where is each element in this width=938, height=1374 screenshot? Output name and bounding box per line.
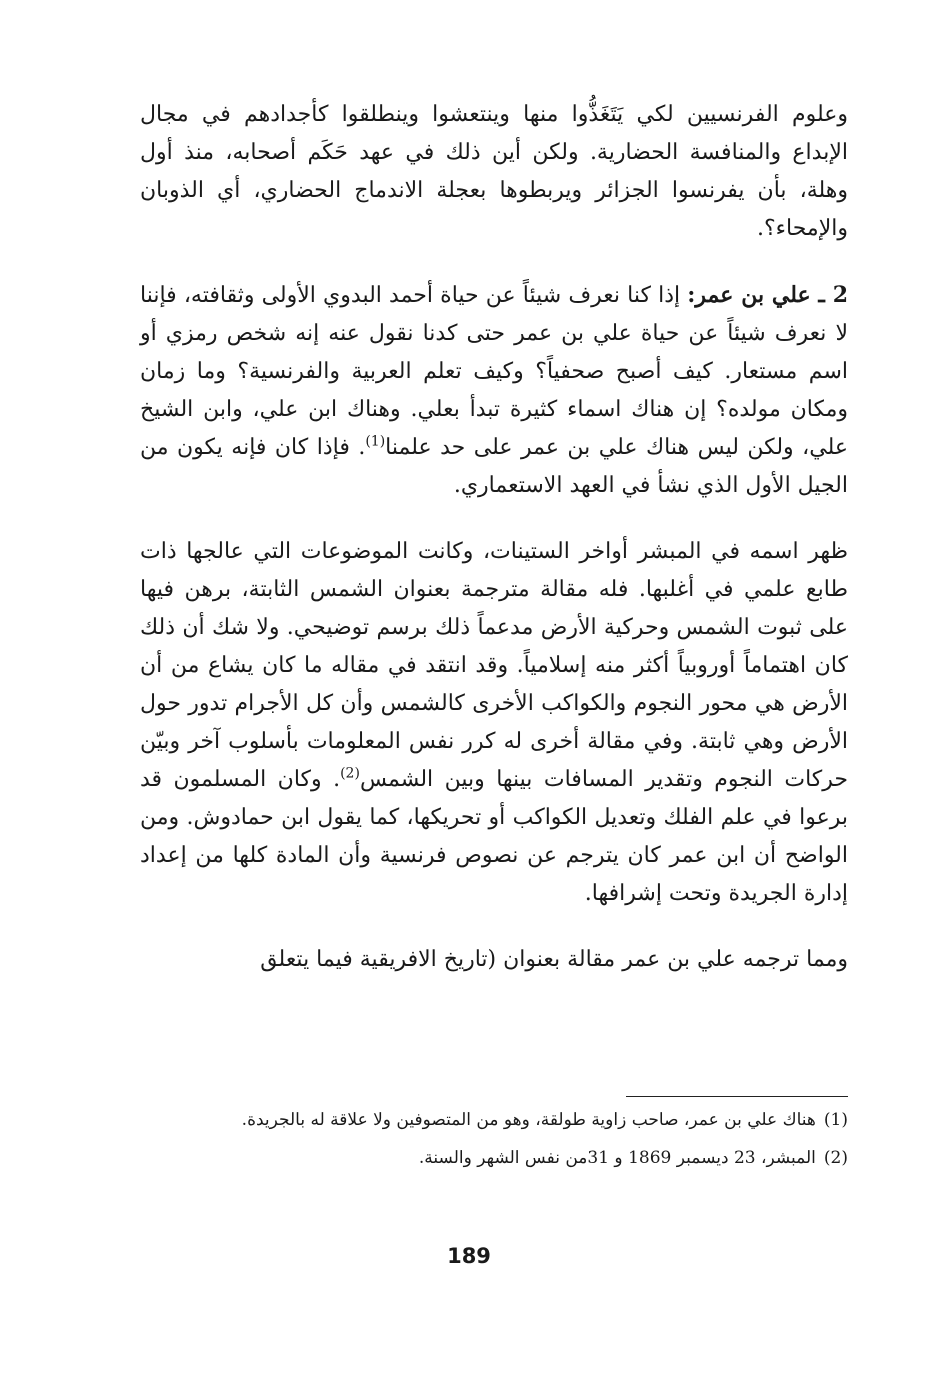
footnote-2 xyxy=(140,1142,848,1174)
footnote-text: هناك علي بن عمر، صاحب زاوية طولقة، وهو من المتصوفين ولا علاقة له بالجريدة. xyxy=(241,1110,816,1130)
section-heading: 2 ـ علي بن عمر: xyxy=(687,282,848,308)
footnote-divider xyxy=(626,1096,848,1097)
footnote-ref-1: (1) xyxy=(365,433,386,450)
footnote-ref-2: (2) xyxy=(340,765,360,782)
footnote-text: المبشر، 23 ديسمبر 1869 و 31من نفس الشهر والسنة. xyxy=(418,1148,816,1168)
paragraph-3-tail: . وكان المسلمون قد برعوا في علم الفلك وتعديل الكواكب أو تحريكها، كما يقول ابن حمادوش. ومن الواضح أن ابن عمر كان يترجم عن نصوص فرنسية وأن المادة كلها من إعداد إدارة الجريدة وتحت إشرافها. xyxy=(140,767,849,906)
paragraph-2-tail: . فإذا كان فإنه يكون من الجيل الأول الذي نشأ في العهد الاستعماري. xyxy=(140,435,848,498)
paragraph-1: وعلوم الفرنسيين لكي يَتَغَذُّوا منها وينتعشوا وينطلقوا كأجدادهم في مجال الإبداع والمنافسة الحضارية. ولكن أين ذلك في عهد حَكَم أصحابه، منذ أول وهلة، بأن يفرنسوا الجزائر ويربطوها بعجلة الاندماج الحضاري، أي الذوبان والإمحاء؟. xyxy=(140,102,848,241)
paragraph-3 xyxy=(140,533,848,913)
footnote-number: (2) xyxy=(823,1148,848,1168)
paragraph-2 xyxy=(140,276,848,505)
paragraph-3-text: ظهر اسمه في المبشر أواخر الستينات، وكانت الموضوعات التي عالجها ذات طابع علمي في أغلبها. فله مقالة مترجمة بعنوان الشمس الثابتة، برهن فيها على ثبوت الشمس وحركية الأرض مدعماً ذلك برسم توضيحي. ولا شك أن ذلك كان اهتماماً أوروبياً أكثر منه إسلامياً. وقد انتقد في مقاله ما كان يشاع من أن الأرض هي محور النجوم والكواكب الأخرى كالشمس وأن كل الأجرام تدور حول الأرض وهي ثابتة. وفي مقالة أخرى له كرر نفس المعلومات بأسلوب آخر وبيّن حركات النجوم وتقدير المسافات بينها وبين الشمس xyxy=(140,539,848,792)
paragraph-2-text: إذا كنا نعرف شيئاً عن حياة أحمد البدوي الأولى وثقافته، فإننا لا نعرف شيئاً عن حياة علي بن عمر حتى كدنا نقول عنه إنه شخص رمزي أو اسم مستعار. كيف أصبح صحفياً؟ وكيف تعلم العربية والفرنسية؟ وما زمان ومكان مولده؟ إن هناك اسماء كثيرة تبدأ بعلي. وهناك ابن علي، وابن الشيخ علي، ولكن ليس هناك علي بن عمر على حد علمنا xyxy=(140,283,848,460)
paragraph-4: ومما ترجمه علي بن عمر مقالة بعنوان (تاريخ الافريقية فيما يتعلق xyxy=(260,947,848,972)
page-number: 189 xyxy=(447,1244,491,1268)
footnote-number: (1) xyxy=(823,1110,848,1130)
footnote-1 xyxy=(140,1104,848,1136)
page-body xyxy=(140,96,848,979)
footnotes xyxy=(140,1104,848,1180)
